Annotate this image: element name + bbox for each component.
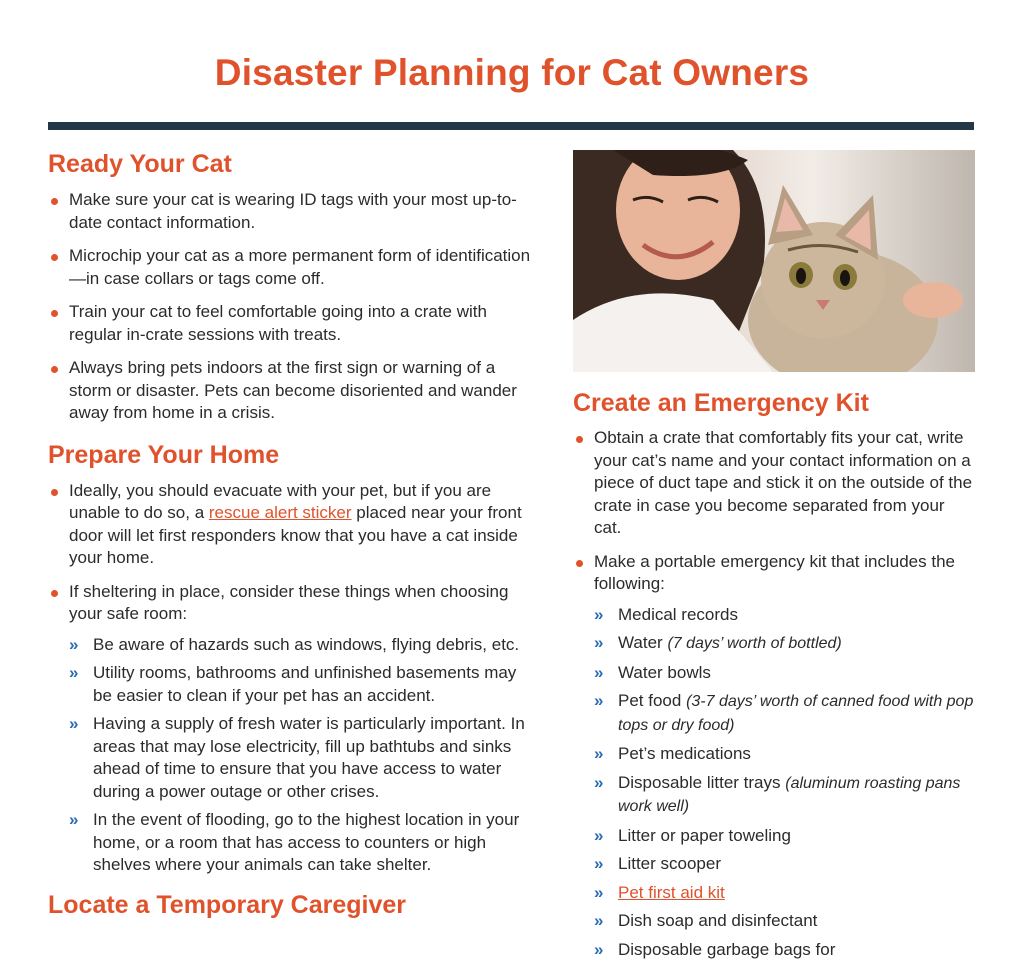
kit-item: [594, 853, 975, 876]
chevron-right-icon: »: [594, 939, 604, 959]
kit-item-text: Medical records: [618, 604, 738, 624]
chevron-right-icon: »: [594, 911, 604, 930]
chevron-right-icon: »: [594, 662, 604, 682]
kit-item: [594, 632, 975, 656]
sub-item: [69, 634, 538, 657]
page-title: Disaster Planning for Cat Owners: [214, 52, 810, 93]
kit-item-text: Litter or paper toweling: [618, 825, 791, 845]
list-item: [48, 480, 538, 570]
list-item: [573, 551, 975, 962]
kit-item-text: Litter scooper: [618, 854, 721, 873]
right-column: [573, 150, 975, 972]
chevron-right-icon: »: [69, 663, 79, 682]
list-item: Train your cat to feel comfortable going into a crate with regular in-crate sessions with treats.: [48, 301, 538, 346]
kit-item: [594, 910, 975, 933]
chevron-right-icon: »: [594, 772, 604, 792]
sub-item: [69, 809, 538, 877]
text: placed near your front door will let first responders know that you have a cat inside your home.: [69, 503, 522, 567]
kit-item-text: Pet food: [618, 691, 687, 710]
text: If sheltering in place, consider these things when choosing your safe room:: [69, 581, 509, 623]
list-item: Always bring pets indoors at the first sign or warning of a storm or disaster. Pets can become disoriented and wander away from home in a crisis.: [48, 357, 538, 425]
section-heading-caregiver: Locate a Temporary Caregiver: [48, 890, 407, 919]
sub-text: Having a supply of fresh water is particularly important. In areas that may lose electricity, fill up bathtubs and sinks ahead of time to ensure that you have access to water during a power outage or other crises.: [93, 714, 525, 801]
kit-item: [594, 939, 975, 962]
sub-text: Utility rooms, bathrooms and unfinished basements may be easier to clean if your pet has an accident.: [93, 663, 517, 705]
kit-item-note: (7 days’ worth of bottled): [667, 635, 842, 652]
kit-list: [573, 427, 975, 961]
list-item: Obtain a crate that comfortably fits your cat, write your cat’s name and your contact information on a piece of duct tape and stick it on the outside of the crate in case you become separated from your cat.: [573, 427, 975, 540]
ready-list: [48, 189, 538, 425]
safe-room-list: [69, 634, 538, 877]
chevron-right-icon: »: [594, 744, 604, 763]
chevron-right-icon: »: [594, 633, 604, 652]
sub-item: [69, 713, 538, 803]
kit-item: [594, 772, 975, 819]
list-item: Microchip your cat as a more permanent form of identification—in case collars or tags come off.: [48, 245, 538, 290]
kit-item: [594, 604, 975, 627]
text: Make a portable emergency kit that includes the following:: [594, 551, 955, 593]
title-divider: [48, 122, 974, 130]
kit-item-text: Pet’s medications: [618, 744, 751, 763]
section-heading-home: Prepare Your Home: [48, 440, 280, 469]
photo-illustration: [573, 150, 975, 372]
kit-item-note: (aluminum roasting pans work well): [618, 774, 961, 815]
sub-text: In the event of flooding, go to the highest location in your home, or a room that has access to counters or high shelves where your animals can take shelter.: [93, 810, 520, 874]
left-column: [48, 150, 538, 920]
section-heading-kit: Create an Emergency Kit: [573, 389, 869, 417]
kit-item-text: Disposable litter trays: [618, 772, 786, 792]
chevron-right-icon: »: [69, 810, 79, 829]
chevron-right-icon: »: [69, 714, 79, 733]
chevron-right-icon: »: [594, 882, 604, 902]
kit-item: [594, 690, 975, 737]
kit-item-text: Dish soap and disinfectant: [618, 911, 818, 930]
kit-item: [594, 743, 975, 766]
chevron-right-icon: »: [594, 604, 604, 624]
woman-holding-cat-photo: [573, 150, 975, 372]
list-item: [48, 581, 538, 877]
text: Ideally, you should evacuate with your pet, but if you are unable to do so, a: [69, 480, 492, 522]
pet-first-aid-kit-link[interactable]: Pet first aid kit: [618, 882, 725, 902]
chevron-right-icon: »: [594, 691, 604, 710]
kit-item: [594, 662, 975, 685]
chevron-right-icon: »: [594, 825, 604, 845]
chevron-right-icon: »: [594, 854, 604, 873]
kit-items-list: [594, 604, 975, 962]
kit-item-note: (3-7 days’ worth of canned food with pop tops or dry food): [618, 693, 974, 734]
rescue-alert-sticker-link[interactable]: rescue alert sticker: [208, 503, 352, 522]
kit-item-text: Disposable garbage bags for: [618, 939, 836, 959]
kit-item-text: Water: [618, 633, 668, 652]
sub-item: [69, 662, 538, 707]
home-list: [48, 480, 538, 877]
chevron-right-icon: »: [69, 634, 79, 654]
list-item: Make sure your cat is wearing ID tags with your most up-to-date contact information.: [48, 189, 538, 234]
kit-item: [594, 882, 975, 905]
sub-text: Be aware of hazards such as windows, flying debris, etc.: [93, 634, 520, 654]
kit-item: [594, 825, 975, 848]
kit-item-text: Water bowls: [618, 662, 711, 682]
section-heading-ready: Ready Your Cat: [48, 150, 232, 178]
